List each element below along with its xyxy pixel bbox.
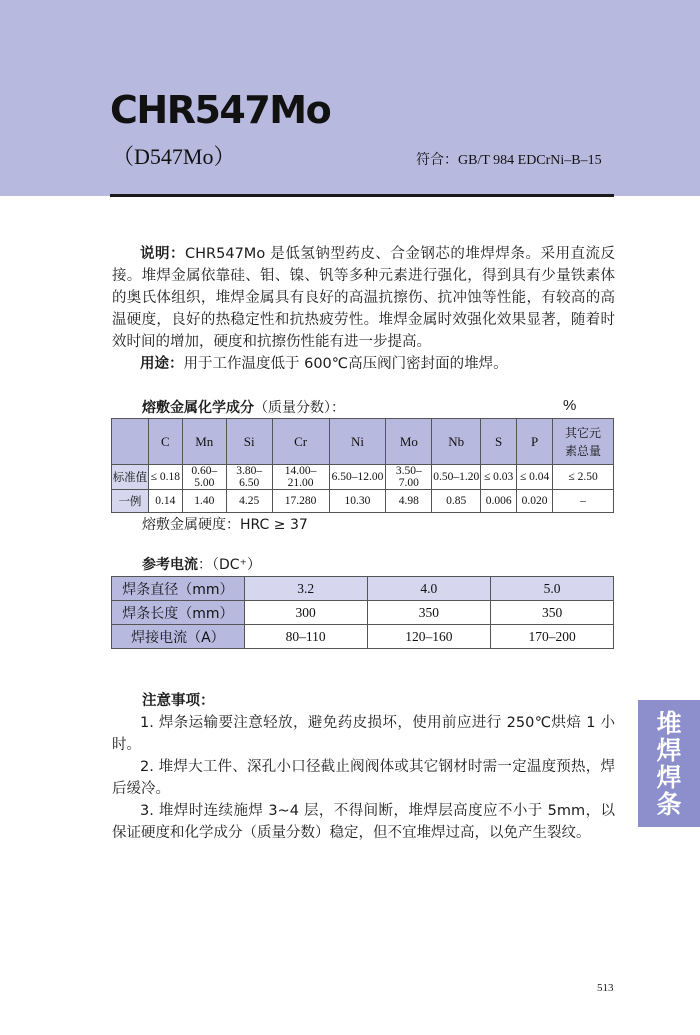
col-header: C [148,419,182,465]
notes-section [112,690,615,844]
table-cell: ≤ 2.50 [553,465,614,490]
page-number: 513 [597,982,614,994]
table-cell: 350 [367,601,491,625]
table-cell: 0.006 [481,490,517,513]
table-cell: 14.00–21.00 [272,465,329,490]
table-cell: 350 [491,601,614,625]
row-label: 焊接电流（A） [112,625,245,649]
description-paragraph [112,243,615,353]
row-label: 一例 [112,490,149,513]
usage-paragraph [112,353,615,375]
table-cell: 0.85 [432,490,481,513]
usage-label: 用途： [140,356,184,372]
usage-text: 用于工作温度低于 600℃高压阀门密封面的堆焊。 [183,356,508,372]
table-cell: 6.50–12.00 [329,465,386,490]
note-item: 3. 堆焊时连续施焊 3~4 层，不得间断，堆焊层高度应不小于 5mm，以保证硬度和化学成分（质量分数）稳定，但不宜堆焊过高，以免产生裂纹。 [112,803,615,841]
table-cell: 80–110 [244,625,367,649]
table-cell: ≤ 0.18 [148,465,182,490]
table-cell: 0.50–1.20 [432,465,481,490]
current-heading-text: 参考电流 [142,557,198,573]
section-tab [638,700,700,827]
header-rule [110,194,614,197]
description-label: 说明： [140,246,186,262]
hardness-line: 熔敷金属硬度：HRC ≥ 37 [142,517,308,533]
table-cell: 0.020 [517,490,553,513]
row-label: 焊条长度（mm） [112,601,245,625]
table-cell: 3.50–7.00 [386,465,432,490]
table-cell: 300 [244,601,367,625]
table-cell: 3.80–6.50 [226,465,272,490]
col-header: Ni [329,419,386,465]
table-cell: 1.40 [182,490,226,513]
col-header: P [517,419,553,465]
chemistry-heading-text: 熔敷金属化学成分 [142,400,254,416]
note-item: 1. 焊条运输要注意轻放，避免药皮损坏，使用前应进行 250℃烘焙 1 小时。 [112,715,615,753]
table-cell: – [553,490,614,513]
col-header: Nb [432,419,481,465]
table-cell: 3.2 [244,577,367,601]
product-alias: （D547Mo） [112,144,236,169]
section-tab-label: 堆焊焊条 [656,709,682,819]
current-table [111,576,614,649]
table-cell: 5.0 [491,577,614,601]
table-cell: 4.25 [226,490,272,513]
standard-compliance: 符合：GB/T 984 EDCrNi–B–15 [416,153,602,168]
table-cell: 0.14 [148,490,182,513]
row-label: 焊条直径（mm） [112,577,245,601]
product-title: CHR547Mo [110,88,331,132]
current-heading [142,554,261,574]
table-corner [112,419,149,465]
col-header: Mn [182,419,226,465]
table-cell: 17.280 [272,490,329,513]
note-item: 2. 堆焊大工件、深孔小口径截止阀阀体或其它钢材时需一定温度预热，焊后缓冷。 [112,759,615,797]
current-heading-note: ：（DC⁺） [198,557,261,573]
chemistry-heading [142,397,345,417]
col-header: Si [226,419,272,465]
col-header: Mo [386,419,432,465]
table-cell: ≤ 0.04 [517,465,553,490]
table-cell: 10.30 [329,490,386,513]
table-cell: 4.98 [386,490,432,513]
col-header: Cr [272,419,329,465]
table-cell: 120–160 [367,625,491,649]
percent-unit: % [563,397,577,414]
col-header: 其它元素总量 [553,419,614,465]
description-text: CHR547Mo 是低氢钠型药皮、合金钢芯的堆焊焊条。采用直流反接。堆焊金属依靠硅、钼、镍、钒等多种元素进行强化，得到具有少量铁素体的奥氏体组织，堆焊金属具有良好的高温抗擦伤、抗冲蚀等性能，有较高的高温硬度，良好的热稳定性和抗热疲劳性。堆焊金属时效强化效果显著，随着时效时间的增加，硬度和抗擦伤性能有进一步提高。 [112,246,615,350]
chemistry-table [111,418,614,513]
table-cell: 0.60–5.00 [182,465,226,490]
notes-heading: 注意事项： [142,693,215,709]
chemistry-heading-note: （质量分数）： [254,400,345,416]
table-cell: 170–200 [491,625,614,649]
table-cell: 4.0 [367,577,491,601]
col-header: S [481,419,517,465]
row-label: 标准值 [112,465,149,490]
table-cell: ≤ 0.03 [481,465,517,490]
